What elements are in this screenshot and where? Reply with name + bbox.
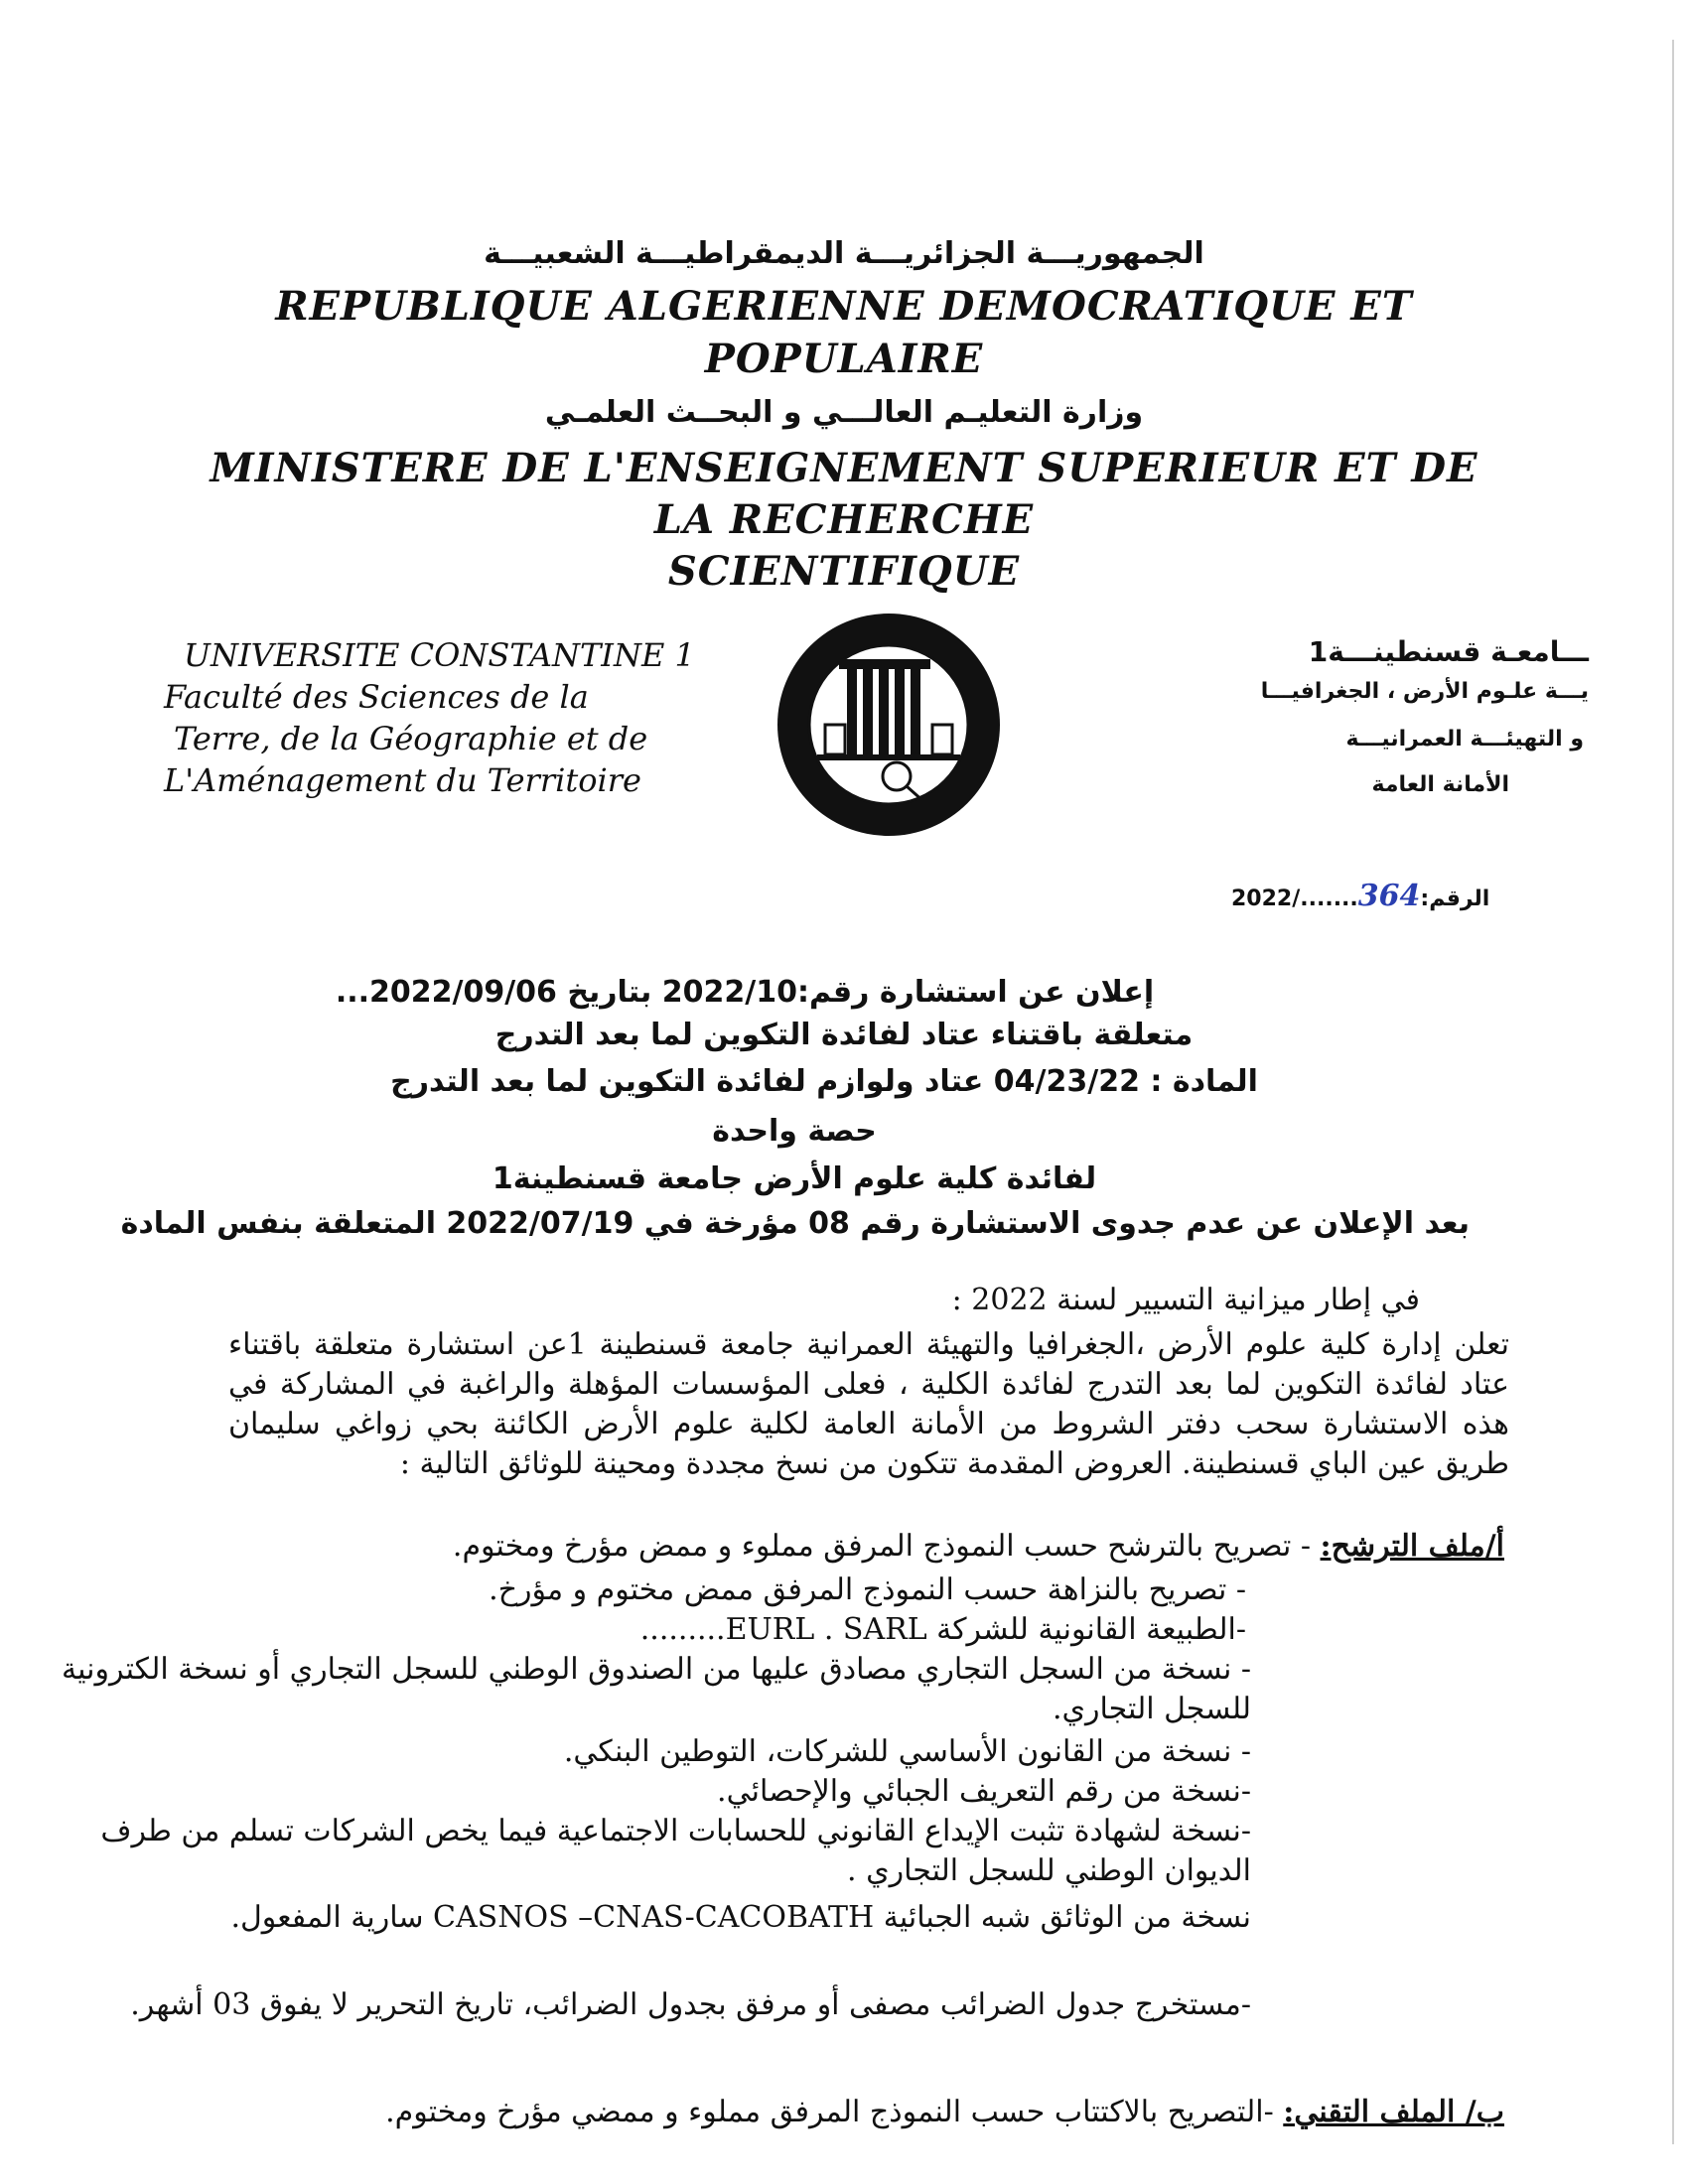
reference-suffix: ......./2022 bbox=[1231, 887, 1358, 911]
university-name-fr: UNIVERSITE CONSTANTINE 1 bbox=[184, 636, 695, 674]
announcement-paragraph: تعلن إدارة كلية علوم الأرض ،الجغرافيا والتهيئة العمرانية جامعة قسنطينة 1عن استشارة متعلقة باقتناء عتاد لفائدة التكوين لما بعد التدرج لفائدة الكلية ، فعلى المؤسسات المؤهلة والراغبة في المشاركة في هذه الاستشارة سحب دفتر الشروط من الأمانة العامة لكلية علوم الأرض الكائنة بحي زواغي سليمان طريق عين الباي قسنطينة. العروض المقدمة تتكون من نسخ مجددة ومحينة للوثائق التالية : bbox=[228, 1327, 1510, 1481]
university-name-ar: ـــامعـة قسنطينـــة1 bbox=[1308, 635, 1589, 668]
republic-french-line1: REPUBLIQUE ALGERIENNE DEMOCRATIQUE ET bbox=[275, 283, 1413, 330]
faculty-fr-line1: Faculté des Sciences de la bbox=[164, 678, 589, 716]
reference-handwritten: 364 bbox=[1357, 879, 1421, 913]
candidacy-item: نسخة من الوثائق شبه الجبائية CASNOS –CNAS-CACOBATH سارية المفعول. bbox=[230, 1900, 1251, 1935]
technical-file-first-line bbox=[213, 2093, 1504, 2132]
republic-french-line2: POPULAIRE bbox=[704, 336, 984, 382]
candidacy-item: - تصريح بالنزاهة حسب النموذج المرفق ممض مختوم و مؤرخ. bbox=[489, 1572, 1246, 1607]
university-seal-logo bbox=[770, 606, 1008, 844]
candidacy-item: - نسخة من القانون الأساسي للشركات، التوطين البنكي. bbox=[563, 1734, 1251, 1769]
candidacy-item: -مستخرج جدول الضرائب مصفى أو مرفق بجدول الضرائب، تاريخ التحرير لا يفوق 03 أشهر. bbox=[130, 1987, 1251, 2022]
candidacy-item-declaration: - تصريح بالترشح حسب النموذج المرفق مملوء و ممض مؤرخ ومختوم. bbox=[452, 1529, 1311, 1564]
republic-arabic: الجمهوريـــة الجزائريـــة الديمقراطيـــة الشعبيـــة bbox=[484, 236, 1204, 271]
technical-file-heading: ب/ الملف التقني: bbox=[1283, 2095, 1504, 2129]
ministry-french-line1: MINISTERE DE L'ENSEIGNEMENT SUPERIEUR ET DE bbox=[210, 445, 1478, 491]
reference-label: الرقم: bbox=[1420, 887, 1490, 911]
general-secretariat-ar: الأمانة العامة bbox=[1371, 772, 1509, 797]
announcement-line5: لفائدة كلية علوم الأرض جامعة قسنطينة1 bbox=[492, 1161, 1097, 1196]
candidacy-item: - نسخة من السجل التجاري مصادق عليها من الصندوق الوطني للسجل التجاري أو نسخة الكترونية للسجل التجاري. bbox=[62, 1652, 1251, 1726]
reference-number bbox=[1231, 879, 1489, 913]
faculty-ar-line1: يـــة علـوم الأرض ، الجغرافيـــا bbox=[1260, 679, 1589, 704]
faculty-fr-line2: Terre, de la Géographie et de bbox=[174, 720, 648, 757]
announcement-line6: بعد الإعلان عن عدم جدوى الاستشارة رقم 08 مؤرخة في 2022/07/19 المتعلقة بنفس المادة bbox=[120, 1206, 1470, 1241]
announcement-line3: المادة : 04/23/22 عتاد ولوازم لفائدة التكوين لما بعد التدرج bbox=[390, 1064, 1258, 1099]
ministry-french-line3: SCIENTIFIQUE bbox=[667, 548, 1021, 595]
candidacy-file-first-line bbox=[213, 1527, 1504, 1567]
faculty-ar-line2: و التهيئـــة العمرانيـــة bbox=[1345, 727, 1584, 751]
faculty-fr-line3: L'Aménagement du Territoire bbox=[164, 761, 641, 799]
candidacy-item: -نسخة لشهادة تثبت الإيداع القانوني للحسابات الاجتماعية فيما يخص الشركات تسلم من طرف الديوان الوطني للسجل التجاري . bbox=[100, 1814, 1251, 1888]
announcement-line4: حصة واحدة bbox=[712, 1114, 877, 1149]
candidacy-item: -نسخة من رقم التعريف الجبائي والإحصائي. bbox=[717, 1774, 1251, 1809]
announcement-line1: إعلان عن استشارة رقم:2022/10 بتاريخ 2022/09/06... bbox=[335, 975, 1155, 1010]
candidacy-item: -الطبيعة القانونية للشركة EURL . SARL......... bbox=[639, 1612, 1246, 1647]
budget-intro: في إطار ميزانية التسيير لسنة 2022 : bbox=[951, 1283, 1420, 1317]
candidacy-file-heading: أ/ملف الترشح: bbox=[1320, 1529, 1504, 1564]
technical-item-subscription: -التصريح بالاكتتاب حسب النموذج المرفق مملوء و ممضي مؤرخ ومختوم. bbox=[385, 2095, 1274, 2129]
ministry-arabic: وزارة التعليـم العالـــي و البحــث العلمـي bbox=[544, 395, 1144, 430]
announcement-line2: متعلقة باقتناء عتاد لفائدة التكوين لما بعد التدرج bbox=[494, 1018, 1194, 1052]
ministry-french-line2: LA RECHERCHE bbox=[653, 496, 1035, 543]
